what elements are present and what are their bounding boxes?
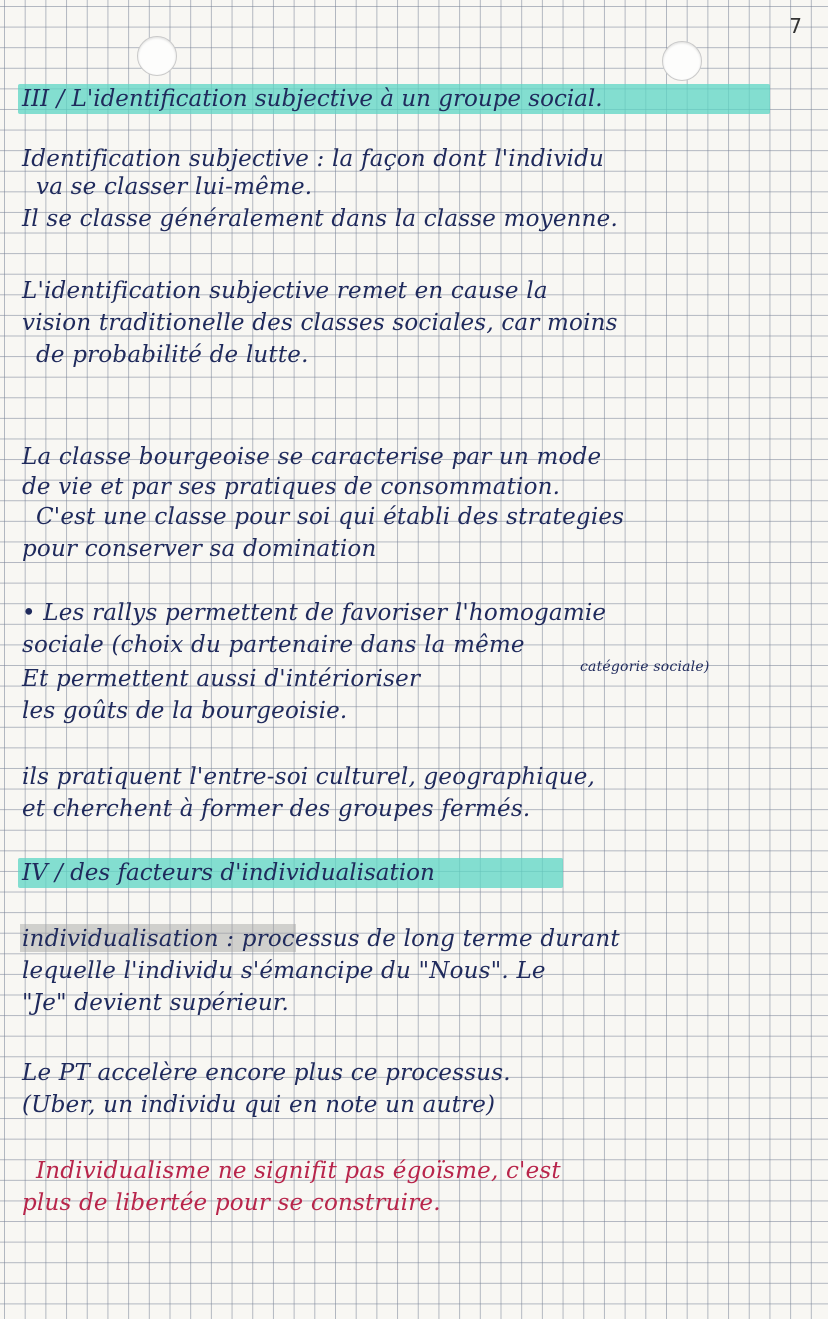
note-line: Il se classe généralement dans la classe moyenne.	[22, 206, 619, 232]
note-line: et cherchent à former des groupes fermés.	[22, 796, 531, 822]
note-line: (Uber, un individu qui en note un autre)	[22, 1092, 496, 1118]
note-line: lequelle l'individu s'émancipe du "Nous". Le	[22, 958, 546, 984]
punch-hole-left	[137, 36, 177, 76]
note-line: va se classer lui-même.	[36, 174, 313, 200]
note-line: C'est une classe pour soi qui établi des strategies	[36, 504, 625, 530]
note-line: ils pratiquent l'entre-soi culturel, geographique,	[22, 764, 596, 790]
section-3-heading-text: III / L'identification subjective à un groupe social.	[22, 86, 603, 112]
note-line: Et permettent aussi d'intérioriser	[22, 666, 421, 692]
note-annotation: catégorie sociale)	[580, 659, 710, 675]
note-line: vision traditionelle des classes sociales, car moins	[22, 310, 618, 336]
note-line: les goûts de la bourgeoisie.	[22, 698, 348, 724]
page-number: 7	[789, 14, 802, 38]
note-line: individualisation : processus de long terme durant	[22, 926, 620, 952]
note-line: pour conserver sa domination	[22, 536, 377, 562]
note-line: "Je" devient supérieur.	[22, 990, 290, 1016]
red-note-line: Individualisme ne signifit pas égoïsme, c'est	[36, 1158, 561, 1184]
note-line: Le PT accelère encore plus ce processus.	[22, 1060, 511, 1086]
note-line: sociale (choix du partenaire dans la même	[22, 632, 525, 658]
note-line: Identification subjective : la façon dont l'individu	[22, 146, 605, 172]
note-line: de vie et par ses pratiques de consommation.	[22, 474, 561, 500]
note-line: L'identification subjective remet en cause la	[22, 278, 548, 304]
section-4-heading	[18, 858, 563, 888]
section-3-heading	[18, 84, 770, 114]
note-line: La classe bourgeoise se caracterise par un mode	[22, 444, 602, 470]
punch-hole-right	[662, 41, 702, 81]
note-line: de probabilité de lutte.	[36, 342, 309, 368]
section-4-heading-text: IV / des facteurs d'individualisation	[22, 860, 435, 886]
red-note-line: plus de libertée pour se construire.	[22, 1190, 441, 1216]
bullet-line: • Les rallys permettent de favoriser l'homogamie	[22, 600, 607, 626]
